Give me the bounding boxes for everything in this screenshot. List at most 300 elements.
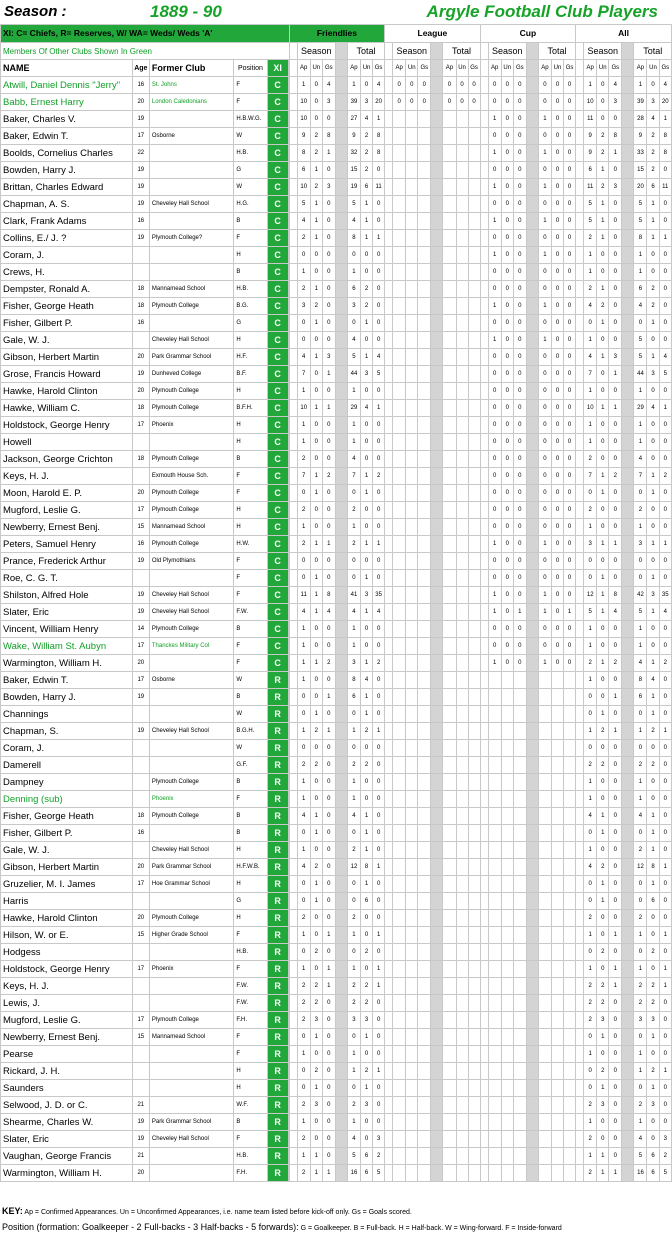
stat-cell: 1	[361, 536, 373, 553]
stat-cell	[393, 825, 406, 842]
gap-cell	[622, 655, 634, 672]
stat-cell	[418, 230, 431, 247]
stat-cell	[393, 723, 406, 740]
stat-cell: 8	[361, 859, 373, 876]
gap-cell	[622, 791, 634, 808]
stat-cell: 0	[406, 94, 418, 111]
stat-cell: 4	[322, 77, 335, 94]
gap-cell	[622, 264, 634, 281]
stat-cell	[538, 944, 551, 961]
all-season-header: Season	[584, 43, 622, 60]
stat-cell: 0	[659, 740, 671, 757]
stat-cell	[456, 502, 468, 519]
group-gap	[576, 1046, 584, 1063]
player-position: B	[234, 1114, 267, 1131]
gap-cell	[335, 281, 347, 298]
xi-team: C	[267, 519, 288, 536]
stat-cell	[406, 451, 418, 468]
stat-cell	[456, 111, 468, 128]
player-position: F	[234, 927, 267, 944]
stat-header: Un	[406, 60, 418, 77]
table-row	[1, 553, 672, 570]
player-name: Wake, William St. Aubyn	[1, 638, 133, 655]
stat-cell: 0	[584, 553, 597, 570]
stat-cell	[456, 995, 468, 1012]
former-club	[149, 1097, 233, 1114]
stat-cell	[551, 1012, 563, 1029]
stat-cell	[456, 298, 468, 315]
group-gap	[385, 1165, 393, 1182]
stat-cell: 0	[513, 349, 526, 366]
stat-cell	[393, 1165, 406, 1182]
stat-cell: 6	[647, 179, 659, 196]
player-position: H.G.	[234, 196, 267, 213]
stat-cell: 6	[634, 281, 647, 298]
stat-cell: 0	[418, 77, 431, 94]
group-gap	[480, 927, 488, 944]
stat-cell: 4	[634, 298, 647, 315]
stat-cell	[443, 162, 456, 179]
stat-cell	[406, 553, 418, 570]
gap-cell	[622, 859, 634, 876]
xi-team: R	[267, 995, 288, 1012]
stat-cell: 16	[634, 1165, 647, 1182]
group-gap	[385, 587, 393, 604]
stat-cell	[551, 1080, 563, 1097]
group-gap	[576, 111, 584, 128]
stat-cell: 3	[347, 655, 360, 672]
stat-cell	[468, 842, 480, 859]
stat-cell: 8	[609, 587, 622, 604]
former-club: Plymouth College?	[149, 230, 233, 247]
group-gap	[385, 1148, 393, 1165]
stat-cell: 0	[501, 281, 513, 298]
stat-cell: 0	[659, 196, 671, 213]
group-gap	[385, 349, 393, 366]
stat-cell	[456, 417, 468, 434]
player-name: Babb, Ernest Harry	[1, 94, 133, 111]
stat-cell	[406, 944, 418, 961]
gap-cell	[622, 706, 634, 723]
stat-cell: 2	[584, 1097, 597, 1114]
stat-cell: 2	[647, 757, 659, 774]
stat-cell: 2	[597, 859, 609, 876]
stat-cell	[418, 1097, 431, 1114]
stat-cell	[501, 944, 513, 961]
player-age: 21	[132, 1097, 149, 1114]
stat-cell: 0	[513, 230, 526, 247]
former-club	[149, 264, 233, 281]
group-gap	[480, 910, 488, 927]
stat-cell	[406, 400, 418, 417]
stat-cell: 0	[659, 502, 671, 519]
stat-cell	[488, 1012, 501, 1029]
stat-cell: 3	[373, 1131, 385, 1148]
stat-cell: 1	[310, 587, 322, 604]
stat-cell	[456, 281, 468, 298]
stat-cell	[406, 689, 418, 706]
stat-cell	[468, 995, 480, 1012]
group-gap	[480, 961, 488, 978]
gap-cell	[431, 808, 443, 825]
stat-cell	[551, 842, 563, 859]
stat-cell	[393, 213, 406, 230]
stat-cell	[551, 876, 563, 893]
stat-cell: 0	[373, 519, 385, 536]
stat-cell: 0	[310, 1131, 322, 1148]
stat-cell: 4	[634, 655, 647, 672]
stat-cell: 6	[297, 162, 310, 179]
gap-cell	[431, 1012, 443, 1029]
stat-cell	[456, 1148, 468, 1165]
stat-cell	[468, 961, 480, 978]
group-gap	[576, 1063, 584, 1080]
gap-cell	[431, 485, 443, 502]
player-position: F	[234, 94, 267, 111]
stat-cell	[551, 944, 563, 961]
stat-cell	[406, 111, 418, 128]
player-age: 17	[132, 128, 149, 145]
stat-cell	[443, 740, 456, 757]
stat-cell	[538, 995, 551, 1012]
stat-cell: 0	[647, 332, 659, 349]
stat-cell: 0	[488, 434, 501, 451]
stat-cell: 4	[322, 604, 335, 621]
stat-cell: 9	[584, 145, 597, 162]
xi-team: C	[267, 485, 288, 502]
player-name: Lewis, J.	[1, 995, 133, 1012]
stat-cell: 0	[501, 247, 513, 264]
stat-cell	[551, 1148, 563, 1165]
stat-cell: 0	[538, 502, 551, 519]
gap-cell	[335, 706, 347, 723]
stat-cell	[406, 145, 418, 162]
table-row	[1, 910, 672, 927]
stat-cell	[418, 621, 431, 638]
group-gap	[289, 230, 297, 247]
stat-cell	[393, 740, 406, 757]
player-position: G.F.	[234, 757, 267, 774]
group-gap	[289, 1046, 297, 1063]
stat-header: Gs	[322, 60, 335, 77]
player-position: H.B.	[234, 944, 267, 961]
group-gap	[576, 468, 584, 485]
stat-cell	[393, 842, 406, 859]
stat-cell	[456, 570, 468, 587]
stat-cell: 0	[513, 111, 526, 128]
stat-cell	[513, 1165, 526, 1182]
gap-cell	[622, 621, 634, 638]
stat-cell: 0	[659, 910, 671, 927]
former-club: London Caledonians	[149, 94, 233, 111]
group-gap	[480, 1012, 488, 1029]
gap-cell	[526, 485, 538, 502]
stat-cell	[488, 961, 501, 978]
stat-cell: 0	[513, 655, 526, 672]
gap-cell	[622, 247, 634, 264]
stat-cell: 0	[647, 451, 659, 468]
gap-cell	[335, 43, 347, 60]
table-row	[1, 128, 672, 145]
stat-cell	[393, 961, 406, 978]
player-age: 20	[132, 383, 149, 400]
player-age: 21	[132, 1148, 149, 1165]
stat-cell	[564, 1046, 576, 1063]
group-gap	[385, 978, 393, 995]
stat-cell: 4	[297, 808, 310, 825]
stat-cell: 1	[597, 706, 609, 723]
gap-cell	[335, 1165, 347, 1182]
stat-cell: 2	[361, 145, 373, 162]
stat-cell: 1	[609, 366, 622, 383]
player-age: 17	[132, 638, 149, 655]
stat-cell: 0	[322, 264, 335, 281]
stat-cell	[501, 978, 513, 995]
stat-cell: 0	[609, 774, 622, 791]
stat-cell: 2	[634, 978, 647, 995]
table-row	[1, 859, 672, 876]
stat-cell	[564, 910, 576, 927]
group-gap	[480, 1063, 488, 1080]
stat-cell: 0	[297, 825, 310, 842]
stat-cell: 1	[609, 1165, 622, 1182]
xi-team: C	[267, 179, 288, 196]
stat-cell	[418, 1080, 431, 1097]
stat-cell: 1	[584, 1148, 597, 1165]
stat-cell: 2	[310, 179, 322, 196]
stat-cell: 1	[347, 417, 360, 434]
stat-cell: 1	[310, 230, 322, 247]
gap-cell	[526, 77, 538, 94]
stat-cell: 0	[597, 672, 609, 689]
group-gap	[289, 961, 297, 978]
stat-cell: 0	[564, 468, 576, 485]
group-friendlies: Friendlies	[289, 25, 385, 43]
stat-cell: 2	[347, 536, 360, 553]
stat-cell: 0	[361, 417, 373, 434]
stat-cell: 0	[373, 1097, 385, 1114]
stat-cell	[443, 145, 456, 162]
player-age	[132, 1063, 149, 1080]
stat-cell	[418, 1165, 431, 1182]
stat-cell	[443, 791, 456, 808]
stat-cell: 0	[647, 553, 659, 570]
player-position: B	[234, 825, 267, 842]
stat-cell	[456, 604, 468, 621]
table-row	[1, 162, 672, 179]
stat-cell: 1	[310, 655, 322, 672]
player-position: B.F.	[234, 366, 267, 383]
player-age: 16	[132, 315, 149, 332]
former-club: Phoenix	[149, 417, 233, 434]
stat-cell: 4	[361, 672, 373, 689]
stat-cell	[456, 859, 468, 876]
stat-cell	[501, 859, 513, 876]
player-name: Prance, Frederick Arthur	[1, 553, 133, 570]
stat-cell: 1	[584, 1046, 597, 1063]
stat-cell: 5	[634, 213, 647, 230]
stat-cell: 0	[310, 366, 322, 383]
stat-cell	[418, 162, 431, 179]
stat-cell: 1	[647, 468, 659, 485]
stat-cell: 1	[322, 961, 335, 978]
stat-cell: 2	[584, 451, 597, 468]
stat-cell	[488, 808, 501, 825]
stat-cell: 0	[609, 570, 622, 587]
gap-cell	[622, 944, 634, 961]
group-gap	[289, 400, 297, 417]
stat-cell	[418, 910, 431, 927]
stat-cell: 1	[647, 689, 659, 706]
player-position: H.F.W.B.	[234, 859, 267, 876]
stat-cell: 0	[322, 1131, 335, 1148]
stat-cell: 0	[501, 145, 513, 162]
stat-cell: 0	[297, 553, 310, 570]
group-gap	[385, 876, 393, 893]
player-age: 19	[132, 689, 149, 706]
table-row	[1, 111, 672, 128]
table-row	[1, 519, 672, 536]
gap-cell	[526, 43, 538, 60]
stat-cell: 2	[361, 723, 373, 740]
gap-cell	[335, 893, 347, 910]
stat-cell: 0	[513, 162, 526, 179]
stat-cell: 1	[597, 808, 609, 825]
stat-cell	[513, 1131, 526, 1148]
stat-cell	[468, 247, 480, 264]
stat-cell: 1	[347, 774, 360, 791]
xi-team: C	[267, 230, 288, 247]
stat-cell: 0	[609, 757, 622, 774]
stat-cell: 0	[564, 655, 576, 672]
stat-cell	[538, 1046, 551, 1063]
gap-cell	[335, 1046, 347, 1063]
stat-cell: 1	[538, 536, 551, 553]
stat-cell	[564, 825, 576, 842]
stat-cell: 0	[310, 77, 322, 94]
stat-cell: 6	[634, 689, 647, 706]
stat-cell: 0	[513, 264, 526, 281]
stat-cell	[406, 485, 418, 502]
stat-cell: 0	[551, 638, 563, 655]
stat-cell: 0	[361, 434, 373, 451]
stat-cell: 0	[501, 366, 513, 383]
former-club: Cheveley Hall School	[149, 332, 233, 349]
player-name: Mugford, Leslie G.	[1, 502, 133, 519]
gap-cell	[335, 791, 347, 808]
former-club: Cheveley Hall School	[149, 196, 233, 213]
stat-cell	[393, 230, 406, 247]
gap-cell	[622, 179, 634, 196]
player-age	[132, 842, 149, 859]
stat-cell: 0	[322, 332, 335, 349]
gap-cell	[622, 196, 634, 213]
stat-cell: 0	[513, 366, 526, 383]
stat-cell: 0	[361, 332, 373, 349]
stat-cell	[418, 842, 431, 859]
former-club: Hoe Grammar School	[149, 876, 233, 893]
stat-cell: 1	[634, 434, 647, 451]
stat-cell: 0	[609, 1114, 622, 1131]
stat-cell	[456, 587, 468, 604]
stat-cell: 7	[297, 468, 310, 485]
former-club: Plymouth College	[149, 774, 233, 791]
stat-cell: 0	[538, 94, 551, 111]
stat-cell	[418, 315, 431, 332]
stat-cell: 7	[347, 468, 360, 485]
stat-header: Un	[310, 60, 322, 77]
stat-cell	[456, 689, 468, 706]
stat-cell: 10	[297, 94, 310, 111]
stat-cell: 0	[513, 638, 526, 655]
stat-cell: 0	[322, 519, 335, 536]
stat-cell: 0	[659, 825, 671, 842]
stat-cell: 0	[513, 570, 526, 587]
table-row	[1, 842, 672, 859]
group-gap	[289, 451, 297, 468]
group-gap	[576, 502, 584, 519]
stat-cell: 1	[597, 1165, 609, 1182]
group-gap	[480, 859, 488, 876]
gap-cell	[431, 536, 443, 553]
gap-cell	[431, 434, 443, 451]
stat-cell	[443, 1012, 456, 1029]
stat-cell: 2	[584, 1165, 597, 1182]
stat-cell: 2	[297, 995, 310, 1012]
stat-cell	[468, 808, 480, 825]
player-age: 17	[132, 672, 149, 689]
stat-cell: 0	[488, 162, 501, 179]
stat-cell	[406, 1012, 418, 1029]
player-position: F	[234, 587, 267, 604]
table-row	[1, 893, 672, 910]
stat-cell: 0	[310, 247, 322, 264]
stat-cell: 0	[551, 604, 563, 621]
gap-cell	[622, 978, 634, 995]
stat-cell: 0	[373, 1012, 385, 1029]
stat-cell: 1	[488, 298, 501, 315]
player-position: F	[234, 1046, 267, 1063]
stat-cell: 29	[347, 400, 360, 417]
group-gap	[480, 553, 488, 570]
group-gap	[289, 689, 297, 706]
stat-cell	[551, 1046, 563, 1063]
gap-cell	[335, 689, 347, 706]
player-name: Keys, H. J.	[1, 978, 133, 995]
stat-cell: 6	[347, 689, 360, 706]
stat-cell: 5	[297, 196, 310, 213]
group-gap	[576, 638, 584, 655]
stat-cell	[468, 825, 480, 842]
stat-cell: 1	[584, 791, 597, 808]
group-gap	[289, 196, 297, 213]
former-club	[149, 247, 233, 264]
stat-cell: 4	[609, 77, 622, 94]
table-row	[1, 281, 672, 298]
stat-cell: 1	[361, 349, 373, 366]
stat-cell: 1	[361, 689, 373, 706]
stat-cell: 6	[361, 179, 373, 196]
stat-cell	[418, 1029, 431, 1046]
stat-cell	[456, 451, 468, 468]
stat-cell	[406, 230, 418, 247]
stat-cell	[501, 1012, 513, 1029]
stat-cell: 0	[513, 621, 526, 638]
group-gap	[289, 553, 297, 570]
stat-cell: 0	[609, 825, 622, 842]
stat-cell: 1	[659, 1063, 671, 1080]
group-gap	[576, 740, 584, 757]
